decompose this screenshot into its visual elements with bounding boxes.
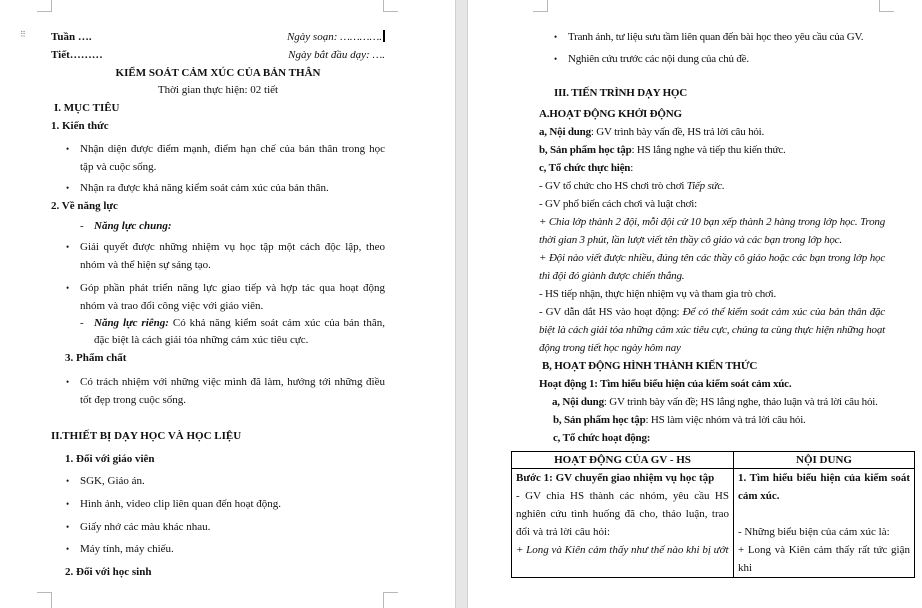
label: b, Sản phẩm học tập — [539, 144, 632, 156]
activity-table — [511, 451, 915, 578]
activity-content — [539, 393, 885, 411]
prep-date-text: Ngày soạn: …………. — [286, 31, 382, 43]
student-item — [539, 50, 885, 68]
text: : — [630, 162, 634, 174]
label: b, Sản phẩm học tập — [553, 414, 646, 426]
label: a, Nội dung — [539, 126, 591, 138]
bullet-icon: • — [66, 242, 70, 252]
table-header-row — [512, 452, 915, 469]
teacher-item-text: Máy tính, máy chiếu. — [80, 543, 174, 555]
specific-competence-text: Có khả năng kiểm soát cảm xúc của bản thân, đặc biệt là cách giải tỏa những cảm xúc tiêu cực. — [94, 317, 385, 346]
drag-handle-icon[interactable]: ⠿ — [20, 30, 26, 39]
page-2-body — [516, 28, 910, 578]
quality-text: Có trách nhiệm với những việc mình đã làm, hướng tới những điều tốt đẹp trong cuộc sống. — [80, 376, 385, 406]
document-page-2 — [468, 0, 922, 608]
bullet-icon: • — [66, 499, 70, 509]
warmup-line: - GV phổ biến cách chơi và luật chơi: — [539, 198, 697, 210]
subheading-teacher: 1. Đối với giáo viên — [65, 453, 155, 465]
knowledge-text: Nhận diện được điểm mạnh, điểm hạn chế của bản thân trong học tập và cuộc sống. — [80, 143, 385, 173]
subheading-student: 2. Đối với học sinh — [65, 566, 152, 578]
margin-corner-mark — [533, 0, 548, 12]
heading-knowledge-building: B, HOẠT ĐỘNG HÌNH THÀNH KIẾN THỨC — [542, 360, 758, 372]
label: c, Tổ chức thực hiện — [539, 162, 631, 174]
student-item-text: Tranh ảnh, tư liệu sưu tầm liên quan đến bài học theo yêu cầu của GV. — [568, 31, 864, 43]
section-heading-equipment: II.THIẾT BỊ DẠY HỌC VÀ HỌC LIỆU — [51, 430, 242, 442]
duration-text: Thời gian thực hiện: 02 tiết — [157, 84, 279, 96]
activity-1-title: Hoạt động 1: Tìm hiểu biểu hiện của kiểm soát cảm xúc. — [539, 378, 792, 390]
bullet-icon: • — [66, 544, 70, 554]
margin-corner-mark — [383, 0, 398, 12]
knowledge-item — [51, 140, 385, 176]
text: - GV dẫn dắt HS vào hoạt động: — [539, 306, 683, 318]
competence-text: Giải quyết được những nhiệm vụ học tập một cách độc lập, theo nhóm và thể hiện sự sáng tạo. — [80, 241, 385, 271]
warmup-line: - HS tiếp nhận, thực hiện nhiệm vụ và tham gia trò chơi. — [539, 288, 777, 300]
margin-corner-mark — [37, 592, 52, 608]
step-title: Bước 1: GV chuyển giao nhiệm vụ học tập — [516, 472, 715, 484]
margin-corner-mark — [383, 592, 398, 608]
quality-item — [51, 373, 385, 409]
text-cursor — [383, 30, 385, 42]
teacher-student-cell — [512, 469, 734, 578]
column-header: NỘI DUNG — [734, 452, 915, 469]
content-heading: 1. Tìm hiểu biểu hiện của kiểm soát cảm xúc. — [738, 472, 910, 502]
week-field: Tuần …. — [51, 31, 92, 43]
bullet-icon: • — [66, 476, 70, 486]
italic-text: Để có thể kiểm soát cảm xúc của bản thân đặc biệt là cách giải tỏa những cảm xúc tiêu cực, chúng ta cùng thực hiện những hoạt động trong tiết học ngày hôm nay — [539, 306, 885, 354]
warmup-product — [539, 141, 885, 159]
warmup-organization — [539, 159, 885, 177]
section-heading-objectives: I. MỤC TIÊU — [54, 102, 120, 114]
competence-text: Góp phần phát triển năng lực giao tiếp và hợp tác qua hoạt động nhóm và trao đổi công việc với giáo viên. — [80, 282, 385, 312]
bullet-icon: • — [66, 183, 70, 193]
teacher-item — [51, 518, 385, 536]
text: : GV trình bày vấn đề, HS trả lời câu hỏi. — [590, 126, 765, 138]
heading-warmup: A.HOẠT ĐỘNG KHỞI ĐỘNG — [539, 108, 682, 120]
game-name: Tiếp sức. — [686, 180, 725, 192]
margin-corner-mark — [879, 0, 894, 12]
text: - GV tổ chức cho HS chơi trò chơi — [539, 180, 687, 192]
bullet-icon: • — [554, 32, 557, 42]
game-rule: + Đội nào viết được nhiều, đúng tên các thầy cô giáo hoặc các bạn trong lớp học thì đội đó giành được chiến thắng. — [539, 252, 885, 282]
subheading-knowledge: 1. Kiến thức — [51, 120, 109, 132]
competence-item — [51, 238, 385, 274]
text: : HS lắng nghe và tiếp thu kiến thức. — [631, 144, 786, 156]
subheading-competence: 2. Về năng lực — [51, 200, 118, 212]
teacher-item-text: SGK, Giáo án. — [80, 475, 145, 487]
teacher-item — [51, 495, 385, 513]
content-line: + Long và Kiên cảm thấy rất tức giận khi — [738, 544, 910, 574]
bullet-icon: • — [66, 144, 70, 154]
general-competence-label: Năng lực chung: — [94, 220, 172, 232]
label: a, Nội dung — [552, 396, 604, 408]
general-competence — [51, 217, 385, 235]
teacher-item — [51, 540, 385, 558]
bullet-icon: • — [66, 522, 70, 532]
dash-marker: - — [80, 317, 84, 329]
table-row — [512, 469, 915, 578]
period-field: Tiết……… — [51, 49, 103, 61]
activity-product — [553, 411, 885, 429]
student-item — [539, 28, 885, 46]
header-row-2 — [51, 46, 385, 64]
content-cell — [734, 469, 915, 578]
student-item-text: Nghiên cứu trước các nội dung của chủ đề. — [568, 53, 749, 65]
margin-corner-mark — [37, 0, 52, 12]
warmup-lead-in — [539, 303, 885, 357]
header-row-1 — [51, 28, 385, 46]
specific-competence — [51, 315, 385, 349]
warmup-content — [539, 123, 885, 141]
bullet-icon: • — [66, 283, 70, 293]
step-text: - GV chia HS thành các nhóm, yêu cầu HS nghiên cứu tình huống đã cho, thảo luận, trao đổi và trả lời câu hỏi: — [516, 490, 729, 538]
step-question: + Long và Kiên cảm thấy như thế nào khi bị ướt — [516, 544, 729, 556]
teacher-item — [51, 472, 385, 490]
document-title: KIỂM SOÁT CẢM XÚC CỦA BẢN THÂN — [115, 67, 321, 79]
knowledge-text: Nhận ra được khả năng kiểm soát cảm xúc của bản thân. — [80, 182, 329, 194]
text: : GV trình bày vấn đề; HS lắng nghe, thảo luận và trả lời câu hỏi. — [603, 396, 878, 408]
activity-organization: c, Tổ chức hoạt động: — [553, 432, 651, 444]
teacher-item-text: Giấy nhớ các màu khác nhau. — [80, 521, 211, 533]
bullet-icon: • — [66, 377, 70, 387]
content-line: - Những biểu biện của cảm xúc là: — [738, 526, 890, 538]
teacher-item-text: Hình ảnh, video clip liên quan đến hoạt động. — [80, 498, 282, 510]
subheading-qualities: 3. Phẩm chất — [65, 352, 127, 364]
page-1-body — [51, 28, 385, 581]
competence-item — [51, 279, 385, 315]
column-header: HOẠT ĐỘNG CỦA GV - HS — [512, 452, 734, 469]
page-gutter — [455, 0, 468, 608]
document-page-1 — [0, 0, 455, 608]
game-rule: + Chia lớp thành 2 đội, mỗi đội cử 10 bạn xếp thành 2 hàng trong lớp học. Trong thời gian 3 phút, lần lượt viết tên thầy cô giáo và các bạn trong lớp học. — [539, 216, 885, 246]
warmup-line — [539, 177, 885, 195]
text: : HS làm việc nhóm và trả lời câu hỏi. — [645, 414, 806, 426]
knowledge-item — [51, 179, 385, 197]
section-heading-process: III. TIẾN TRÌNH DẠY HỌC — [554, 87, 688, 99]
bullet-icon: • — [554, 54, 557, 64]
dash-marker: - — [80, 220, 84, 232]
start-date-field: Ngày bắt đầu dạy: …. — [288, 49, 385, 61]
prep-date-field[interactable] — [287, 28, 385, 46]
specific-competence-label: Năng lực riêng: — [94, 317, 169, 329]
